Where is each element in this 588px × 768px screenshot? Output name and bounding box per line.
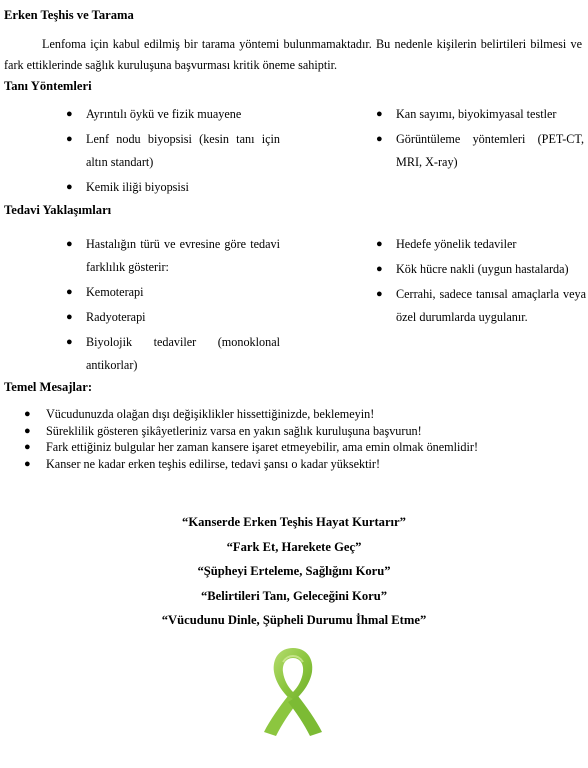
slogan: “Belirtileri Tanı, Geleceğini Koru” bbox=[200, 588, 388, 603]
list-item: ● Kemik iliği biyopsisi bbox=[66, 180, 189, 194]
list-item: ● Cerrahi, sadece tanısal amaçlarla veya özel durumlarda uygulanır. bbox=[376, 287, 586, 324]
section-title-key-messages: Temel Mesajlar: bbox=[4, 380, 93, 394]
section-title-screening: Erken Teşhis ve Tarama bbox=[4, 8, 134, 22]
list-item: ● Fark ettiğiniz bulgular her zaman kansere işaret etmeyebilir, ama emin olmak önemlidir! bbox=[24, 440, 479, 454]
list-item: ● Biyolojik tedaviler (monoklonal antikorlar) bbox=[66, 335, 280, 372]
list-item: ● Görüntüleme yöntemleri (PET-CT, MRI, X-ray) bbox=[376, 132, 584, 169]
list-item: ● Radyoterapi bbox=[66, 310, 146, 324]
treatment-list-left bbox=[64, 233, 280, 379]
list-item: ● Kan sayımı, biyokimyasal testler bbox=[376, 107, 557, 121]
section-title-diagnosis: Tanı Yöntemleri bbox=[4, 79, 92, 93]
list-item: ● Ayrıntılı öykü ve fizik muayene bbox=[66, 107, 242, 121]
diagnosis-list-left bbox=[64, 103, 280, 201]
list-item: ● Kök hücre nakli (uygun hastalarda) bbox=[376, 262, 569, 276]
list-item: ● Kanser ne kadar erken teşhis edilirse, tedavi şansı o kadar yüksektir! bbox=[24, 456, 381, 471]
list-item: ● Kemoterapi bbox=[66, 285, 144, 299]
section-title-treatment: Tedavi Yaklaşımları bbox=[4, 203, 112, 217]
slogan: “Kanserde Erken Teşhis Hayat Kurtarır” bbox=[182, 515, 406, 529]
key-messages-list bbox=[24, 406, 584, 472]
slogan: “Şüpheyi Erteleme, Sağlığını Koru” bbox=[197, 564, 391, 578]
list-item: ● Hastalığın türü ve evresine göre tedavi farklılık gösterir: bbox=[66, 237, 280, 274]
list-item: ● Lenf nodu biyopsisi (kesin tanı için altın standart) bbox=[66, 132, 280, 169]
awareness-ribbon-icon bbox=[258, 642, 328, 738]
diagnosis-list-right bbox=[374, 103, 584, 176]
list-item: ● Süreklilik gösteren şikâyetleriniz varsa en yakın sağlık kuruluşuna başvurun! bbox=[24, 423, 422, 438]
slogan: “Vücudunu Dinle, Şüpheli Durumu İhmal Etme” bbox=[161, 613, 427, 627]
list-item: ● Vücudunuzda olağan dışı değişiklikler hissettiğinizde, beklemeyin! bbox=[24, 407, 375, 421]
screening-paragraph bbox=[4, 34, 582, 76]
slogan: “Fark Et, Harekete Geç” bbox=[226, 539, 362, 554]
treatment-list-right bbox=[374, 233, 586, 331]
screening-text: Lenfoma için kabul edilmiş bir tarama yöntemi bulunmamaktadır. Bu nedenle kişilerin belirtileri bilmesi ve fark ettiklerinde sağlık kuruluşuna başvurması kritik öneme sahiptir. bbox=[4, 37, 582, 72]
slogans bbox=[0, 510, 588, 633]
list-item: ● Hedefe yönelik tedaviler bbox=[376, 237, 517, 251]
